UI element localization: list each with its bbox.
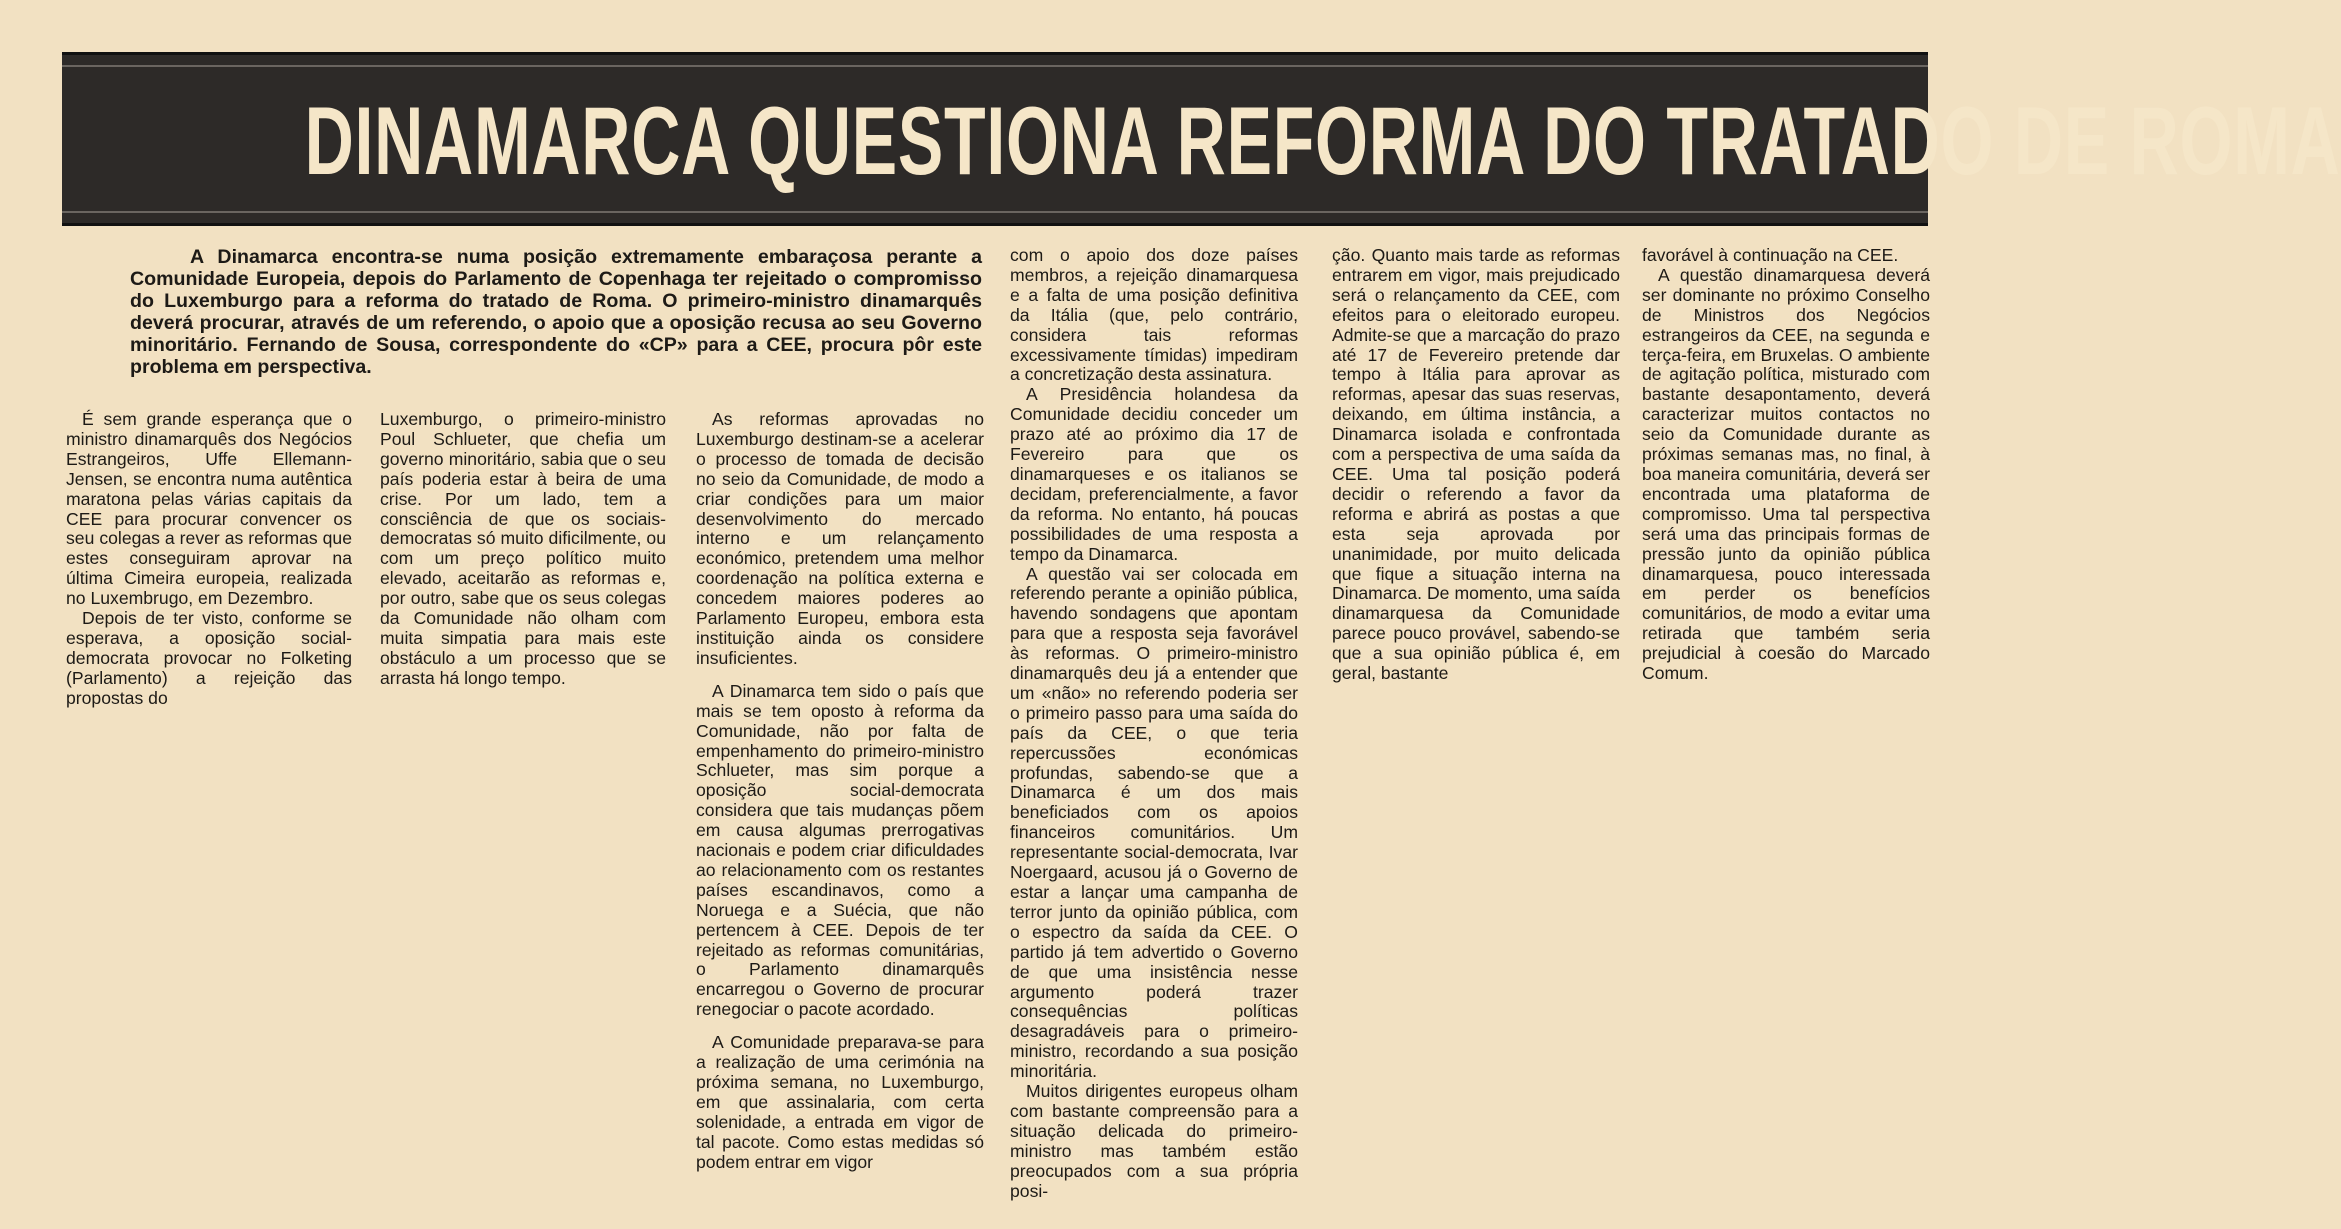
banner-bottom-rule xyxy=(62,211,1928,213)
article-column-6 xyxy=(1642,246,1930,684)
article-column-4 xyxy=(1010,246,1298,1202)
article-column-1 xyxy=(66,410,352,709)
headline-banner xyxy=(62,52,2341,226)
paragraph: com o apoio dos doze países membros, a rejeição dinamarquesa e a falta de uma posição definitiva da Itália (que, pelo contrário, considera tais reformas excessivamente tímidas) impediram a concretização desta assinatura. xyxy=(1010,245,1298,385)
paragraph: favorável à continuação na CEE. xyxy=(1642,245,1899,265)
paragraph: Muitos dirigentes europeus olham com bastante compreensão para a situação delicada do primeiro-ministro mas também estão preocupados com a sua própria posi- xyxy=(1010,1081,1298,1201)
article-column-2 xyxy=(380,410,666,689)
paragraph: Depois de ter visto, conforme se esperava, a oposição social-democrata provocar no Folketing (Parlamento) a rejeição das propostas do xyxy=(66,608,352,708)
paragraph: Luxemburgo, o primeiro-ministro Poul Schlueter, que chefia um governo minoritário, sabia que o seu país poderia estar à beira de uma crise. Por um lado, tem a consciência de que os sociais-democratas só muito dificilmente, ou com um preço político muito elevado, aceitarão as reformas e, por outro, sabe que os seus colegas da Comunidade não olham com muita simpatia para mais este obstáculo a um processo que se arrasta há longo tempo. xyxy=(380,409,666,688)
paragraph: A questão vai ser colocada em referendo perante a opinião pública, havendo sondagens que apontam para que a resposta seja favorável às reformas. O primeiro-ministro dinamarquês deu já a entender que um «não» no referendo poderia ser o primeiro passo para uma saída do país da CEE, o que teria repercussões económicas profundas, sabendo-se que a Dinamarca é um dos mais beneficiados com os apoios financeiros comunitários. Um representante social-democrata, Ivar Noergaard, acusou já o Governo de estar a lançar uma campanha de terror junto da opinião pública, com o espectro da saída da CEE. O partido já tem advertido o Governo de que uma insistência nesse argumento poderá trazer consequências políticas desagradáveis para o primeiro-ministro, recordando a sua posição minoritária. xyxy=(1010,563,1298,1082)
paragraph: A Dinamarca tem sido o país que mais se tem oposto à reforma da Comunidade, não por falta de empenhamento do primeiro-ministro Schlueter, mas sim porque a oposição social-democrata considera que tais mudanças põem em causa algumas prerrogativas nacionais e podem criar dificuldades ao relacionamento com os restantes países escandinavos, como a Noruega e a Suécia, que não pertencem à CEE. Depois de ter rejeitado as reformas comunitárias, o Parlamento dinamarquês encarregou o Governo de procurar renegociar o pacote acordado. xyxy=(696,680,984,1020)
article-column-3 xyxy=(696,410,984,1173)
paragraph: ção. Quanto mais tarde as reformas entrarem em vigor, mais prejudicado será o relançamento da CEE, com efeitos para o eleitorado europeu. Admite-se que a marcação do prazo até 17 de Fevereiro pretende dar tempo à Itália para aprovar as reformas, apesar das suas reservas, deixando, em última instância, a Dinamarca isolada e confrontada com a perspectiva de uma saída da CEE. Uma tal posição poderá decidir o referendo a favor da reforma e abrirá as postas a que esta seja aprovada por unanimidade, por muito delicada que fique a situação interna na Dinamarca. De momento, uma saída dinamarquesa da Comunidade parece pouco provável, sabendo-se que a sua opinião pública é, em geral, bastante xyxy=(1332,245,1620,684)
paragraph: É sem grande esperança que o ministro dinamarquês dos Negócios Estrangeiros, Uffe Ellemann-Jensen, se encontra numa autêntica maratona pelas várias capitais da CEE para procurar convencer os seu colegas a rever as reformas que estes conseguiram aprovar na última Cimeira europeia, realizada no Luxembrugo, em Dezembro. xyxy=(66,409,352,609)
paragraph: As reformas aprovadas no Luxemburgo destinam-se a acelerar o processo de tomada de decisão no seio da Comunidade, de modo a criar condições para um maior desenvolvimento do mercado interno e um relançamento económico, pretendem uma melhor coordenação na política externa e concedem maiores poderes ao Parlamento Europeu, embora esta instituição ainda os considere insuficientes. xyxy=(696,409,984,668)
lead-paragraph: A Dinamarca encontra-se numa posição extremamente embaraçosa perante a Comunidade Europeia, depois do Parlamento de Copenhaga ter rejeitado o compromisso do Luxemburgo para a reforma do tratado de Roma. O primeiro-ministro dinamarquês deverá procurar, através de um referendo, o apoio que a oposição recusa ao seu Governo minoritário. Fernando de Sousa, correspondente do «CP» para a CEE, procura pôr este problema em perspectiva. xyxy=(130,246,982,378)
paragraph: A questão dinamarquesa deverá ser dominante no próximo Conselho de Ministros dos Negócios estrangeiros da CEE, na segunda e terça-feira, em Bruxelas. O ambiente de agitação política, misturado com bastante desapontamento, deverá caracterizar muitos contactos no seio da Comunidade durante as próximas semanas mas, no final, à boa maneira comunitária, deverá ser encontrada uma plataforma de compromisso. Uma tal perspectiva será uma das principais formas de pressão junto da opinião pública dinamarquesa, pouco interessada em perder os benefícios comunitários, de modo a evitar uma retirada que também seria prejudicial à coesão do Marcado Comum. xyxy=(1642,264,1930,684)
article-column-5 xyxy=(1332,246,1620,684)
banner-top-rule xyxy=(62,65,1928,67)
headline: DINAMARCA QUESTIONA REFORMA DO TRATADO DE ROMA xyxy=(304,87,2341,196)
paragraph: A Comunidade preparava-se para a realização de uma cerimónia na próxima semana, no Luxemburgo, em que assinalaria, com certa solenidade, a entrada em vigor de tal pacote. Como estas medidas só podem entrar em vigor xyxy=(696,1032,984,1172)
paragraph: A Presidência holandesa da Comunidade decidiu conceder um prazo até ao próximo dia 17 de Fevereiro para que os dinamarqueses e os italianos se decidam, preferencialmente, a favor da reforma. No entanto, há poucas possibilidades de uma resposta a tempo da Dinamarca. xyxy=(1010,384,1298,564)
